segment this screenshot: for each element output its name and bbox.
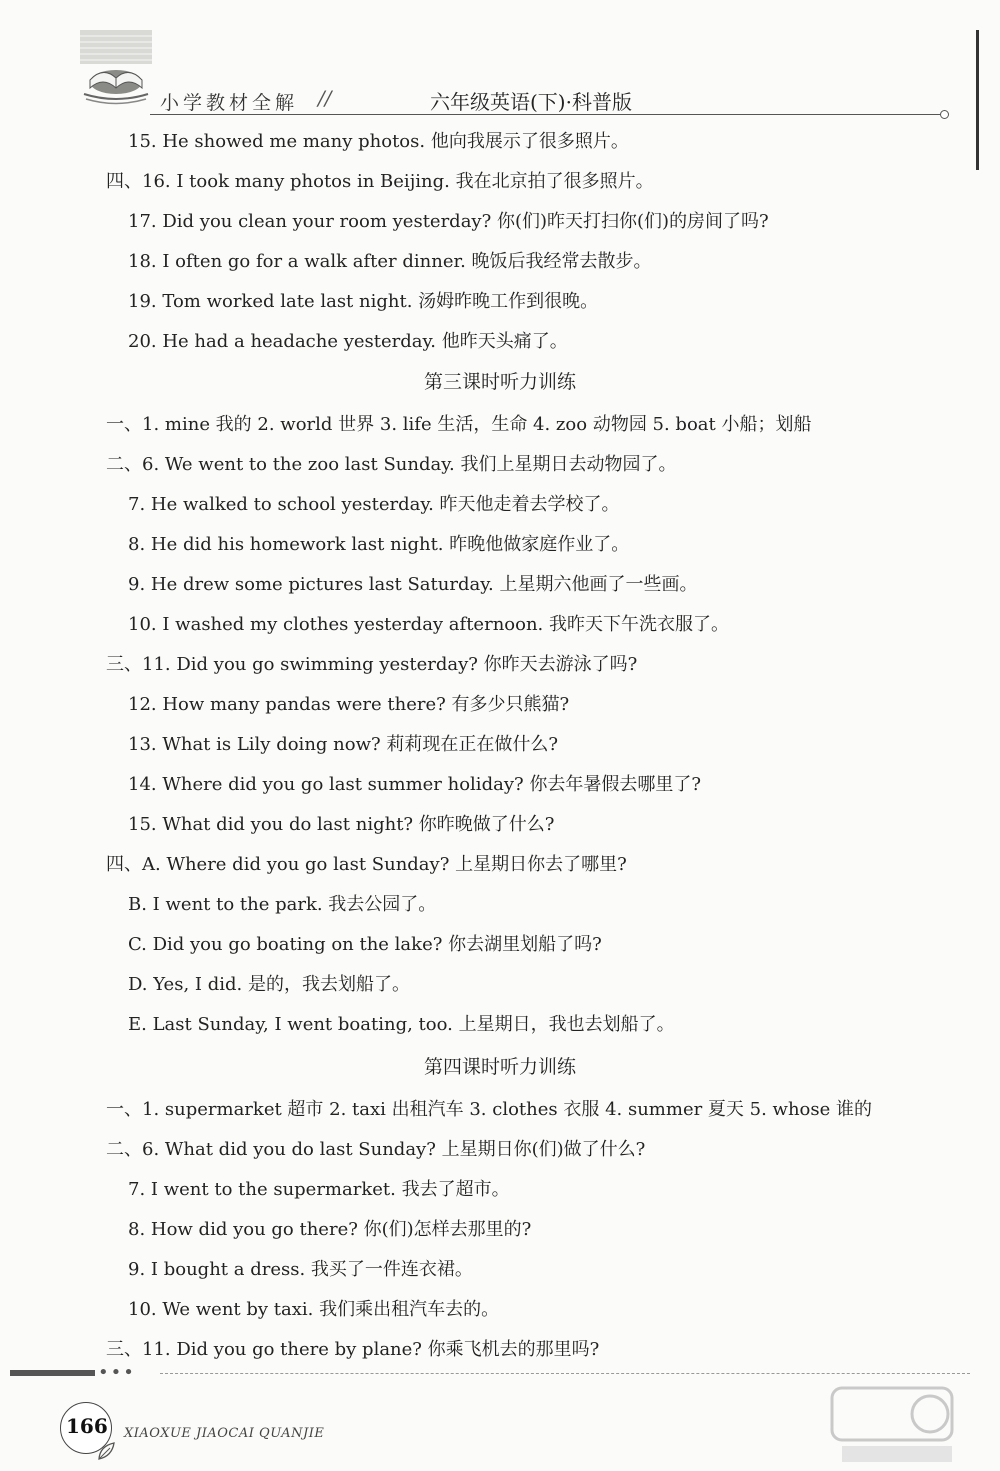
answer-line: B. I went to the park. 我去公园了。 [128,894,437,915]
answer-line: 19. Tom worked late last night. 汤姆昨晚工作到很晚。 [128,291,599,312]
open-book-logo-icon [76,26,156,106]
footer-rule [160,1373,970,1374]
answer-line: 二、6. We went to the zoo last Sunday. 我们上星期日去动物园了。 [106,454,677,475]
answer-line: 三、11. Did you go swimming yesterday? 你昨天去游泳了吗? [106,654,638,675]
page-number: 166 [66,1414,108,1438]
series-pinyin: XIAOXUE JIAOCAI QUANJIE [124,1426,325,1441]
lesson4-heading: 第四课时听力训练 [423,1056,576,1078]
answer-line: 9. I bought a dress. 我买了一件连衣裙。 [128,1259,473,1280]
leaf-icon [96,1440,118,1462]
answer-line: 9. He drew some pictures last Saturday. 上星期六他画了一些画。 [128,574,698,595]
answer-line: 7. He walked to school yesterday. 昨天他走着去学校了。 [128,494,620,515]
answer-line: 17. Did you clean your room yesterday? 你(们)昨天打扫你(们)的房间了吗? [128,211,769,232]
watermark-stamp-icon [812,1380,972,1470]
lesson3-heading: 第三课时听力训练 [423,371,576,393]
answer-line: 二、6. What did you do last Sunday? 上星期日你(们)做了什么? [106,1139,646,1160]
header-rule [150,114,940,115]
answer-line: 一、1. mine 我的 2. world 世界 3. life 生活，生命 4. zoo 动物园 5. boat 小船；划船 [106,414,812,435]
answer-line: 18. I often go for a walk after dinner. 晚饭后我经常去散步。 [128,251,652,272]
answer-line: E. Last Sunday, I went boating, too. 上星期日，我也去划船了。 [128,1014,675,1035]
answer-line: C. Did you go boating on the lake? 你去湖里划船了吗? [128,934,602,955]
answer-line: 8. He did his homework last night. 昨晚他做家庭作业了。 [128,534,630,555]
answer-line: D. Yes, I did. 是的，我去划船了。 [128,974,410,995]
header-separator: // [318,86,332,110]
answer-line: 三、11. Did you go there by plane? 你乘飞机去的那里吗? [106,1339,600,1360]
answer-line: 15. What did you do last night? 你昨晚做了什么? [128,814,555,835]
answer-line: 14. Where did you go last summer holiday? 你去年暑假去哪里了? [128,774,702,795]
answer-line: 四、16. I took many photos in Beijing. 我在北京拍了很多照片。 [106,171,654,192]
footer-dots: ••• [98,1362,136,1383]
header-rule-dot [940,110,949,119]
book-subtitle: 六年级英语(下)·科普版 [430,90,632,114]
answer-line: 13. What is Lily doing now? 莉莉现在正在做什么? [128,734,559,755]
answer-line: 20. He had a headache yesterday. 他昨天头痛了。 [128,331,568,352]
answer-line: 一、1. supermarket 超市 2. taxi 出租汽车 3. clothes 衣服 4. summer 夏天 5. whose 谁的 [106,1099,872,1120]
answer-line: 10. We went by taxi. 我们乘出租汽车去的。 [128,1299,500,1320]
answer-line: 8. How did you go there? 你(们)怎样去那里的? [128,1219,532,1240]
footer-bar [10,1370,95,1376]
page-edge-mark [976,30,979,170]
answer-line: 12. How many pandas were there? 有多少只熊猫? [128,694,570,715]
answer-line: 7. I went to the supermarket. 我去了超市。 [128,1179,510,1200]
book-title: 小学教材全解 [160,92,299,114]
answer-line: 10. I washed my clothes yesterday afternoon. 我昨天下午洗衣服了。 [128,614,729,635]
answer-line: 15. He showed me many photos. 他向我展示了很多照片。 [128,131,629,152]
answer-line: 四、A. Where did you go last Sunday? 上星期日你去了哪里? [106,854,627,875]
page-footer [0,1340,1000,1471]
